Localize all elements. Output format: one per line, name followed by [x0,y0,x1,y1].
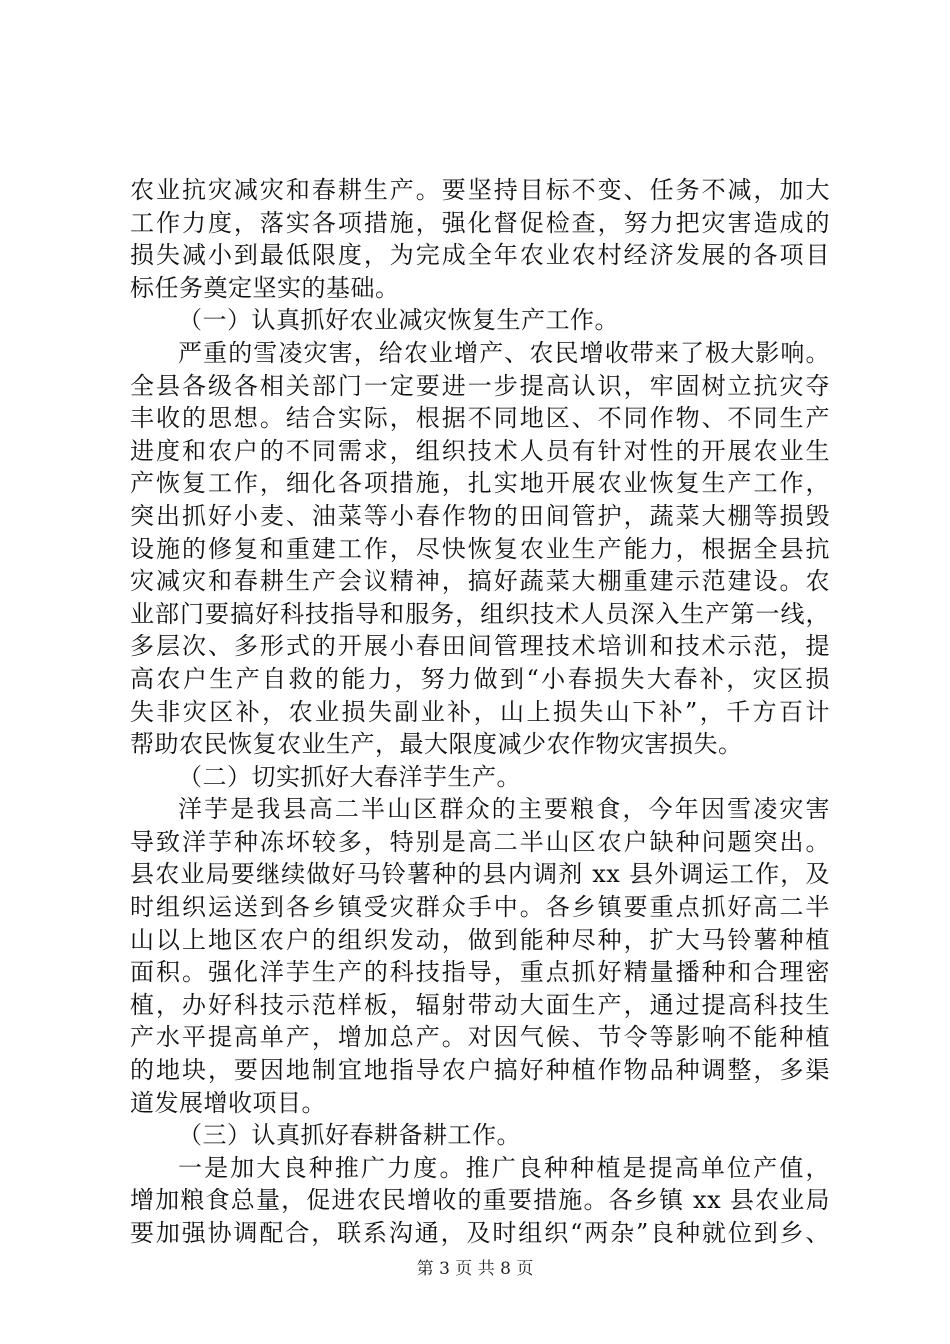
page-footer: 第 3 页 共 8 页 [416,1259,534,1279]
text-line: 灾减灾和春耕生产会议精神，搞好蔬菜大棚重建示范建设。农 [130,567,830,596]
text-line: 农业抗灾减灾和春耕生产。要坚持目标不变、任务不减，加大 [130,176,830,204]
text-line: 突出抓好小麦、油菜等小春作物的田间管护，蔬菜大棚等损毁 [130,501,830,530]
text-line: 丰收的思想。结合实际，根据不同地区、不同作物、不同生产 [130,404,830,433]
text-line: 全县各级各相关部门一定要进一步提高认识，牢固树立抗灾夺 [130,371,830,400]
text-line: （一）认真抓好农业减灾恢复生产工作。 [178,306,619,335]
text-line: 多层次、多形式的开展小春田间管理技术培训和技术示范，提 [130,632,830,661]
text-line: 时组织运送到各乡镇受灾群众手中。各乡镇要重点抓好高二半 [130,893,830,922]
text-line: 帮助农民恢复农业生产，最大限度减少农作物灾害损失。 [130,730,743,759]
text-line: 设施的修复和重建工作，尽快恢复农业生产能力，根据全县抗 [130,534,830,563]
text-line: 导致洋芋种冻坏较多，特别是高二半山区农户缺种问题突出。 [130,827,830,856]
text-line: 损失减小到最低限度，为完成全年农业农村经济发展的各项目 [130,241,830,270]
text-line: 面积。强化洋芋生产的科技指导，重点抓好精量播种和合理密 [130,958,830,987]
text-line: 一是加大良种推广力度。推广良种种植是提高单位产值， [178,1153,830,1182]
text-line: 洋芋是我县高二半山区群众的主要粮食，今年因雪凌灾害 [178,795,830,824]
document-body [130,174,830,1250]
text-line: 业部门要搞好科技指导和服务，组织技术人员深入生产第一线， [130,599,830,628]
text-line: 植，办好科技示范样板，辐射带动大面生产，通过提高科技生 [130,990,830,1019]
text-line: 山以上地区农户的组织发动，做到能种尽种，扩大马铃薯种植 [130,925,830,954]
text-line: 道发展增收项目。 [130,1088,326,1117]
text-line: 要加强协调配合，联系沟通，及时组织“两杂”良种就位到乡、 [130,1219,830,1247]
text-line: （三）认真抓好春耕备耕工作。 [178,1121,521,1150]
text-line: 产恢复工作，细化各项措施，扎实地开展农业恢复生产工作， [130,469,830,498]
text-line: 严重的雪凌灾害，给农业增产、农民增收带来了极大影响。 [178,338,830,367]
text-line: 产水平提高单产，增加总产。对因气候、节令等影响不能种植 [130,1023,830,1052]
text-line: 的地块，要因地制宜地指导农户搞好种植作物品种调整，多渠 [130,1056,830,1085]
text-line: 工作力度，落实各项措施，强化督促检查，努力把灾害造成的 [130,208,830,237]
text-line: 进度和农户的不同需求，组织技术人员有针对性的开展农业生 [130,436,830,465]
text-line: 失非灾区补，农业损失副业补，山上损失山下补”，千方百计 [130,697,830,726]
text-line: 高农户生产自救的能力，努力做到“小春损失大春补，灾区损 [130,664,830,693]
text-line: 标任务奠定坚实的基础。 [130,273,400,302]
text-line: 县农业局要继续做好马铃薯种的县内调剂 xx 县外调运工作，及 [130,860,830,889]
text-line: （二）切实抓好大春洋芋生产。 [178,762,521,791]
text-line: 增加粮食总量，促进农民增收的重要措施。各乡镇 xx 县农业局 [130,1186,830,1215]
